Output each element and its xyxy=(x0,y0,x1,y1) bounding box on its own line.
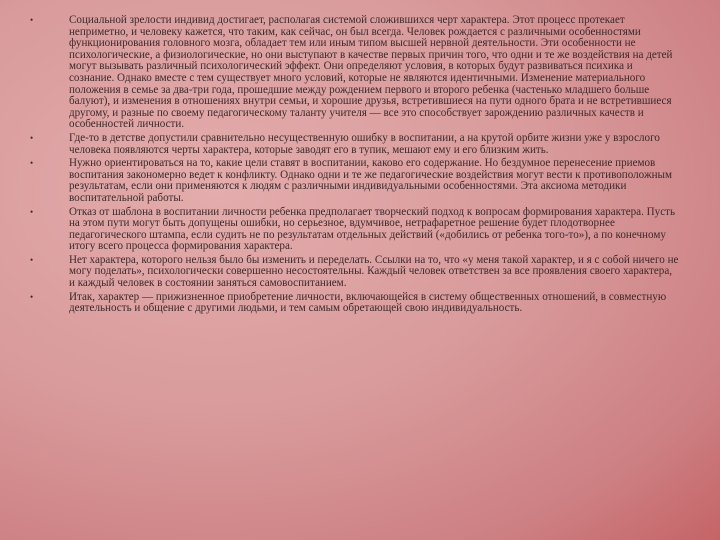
bullet-text: Отказ от шаблона в воспитании личности ребенка предполагает творческий подход к вопросам формирования характера. Пусть на этом пути могут быть допущены ошибки, но серьезное, вдумчивое, нетрафаретное решение будет плодотворнее педагогического штампа, если судить не по результатам отдельных действий («добились от ребенка того-то»), а по конечному итогу всего процесса формирования характера. xyxy=(69,205,676,253)
bullet-text: Итак, характер — прижизненное приобретение личности, включающейся в систему общественных отношений, в совместную деятельность и общение с другими людьми, и тем самым обретающей свою индивидуальность. xyxy=(69,290,667,315)
bullet-text: Нет характера, которого нельзя было бы изменить и переделать. Ссылки на то, что «у меня такой характер, и я с собой ничего не могу поделать», психологически совершенно несостоятельны. Каждый человек ответствен за все проявления своего характера, и каждый человек в состоянии заняться самовоспитанием. xyxy=(69,253,679,290)
bullet-dot-icon: • xyxy=(30,254,34,265)
list-item xyxy=(30,207,680,253)
bullet-list xyxy=(30,15,680,317)
bullet-dot-icon: • xyxy=(30,158,34,169)
bullet-text: Социальной зрелости индивид достигает, располагая системой сложившихся черт характера. Этот процесс протекает неприметно, и человеку кажется, что таким, как сейчас, он был всегда. Человек рождается с различными особенностями функционирования головного мозга, обладает тем или иным типом высшей нервной деятельности. Эти особенности не психологические, а физиологические, но они выступают в качестве первых причин того, что одни и те же воздействия на детей могут вызывать различный психологический эффект. Они определяют условия, в которых будут развиваться психика и сознание. Однако вместе с тем существует много условий, которые не являются идентичными. Изменение материального положения в семье за два-три года, прошедшие между рождением первого и второго ребенка (частенько младшего больше балуют), и изменения в отношениях внутри семьи, и хорошие друзья, встретившиеся на пути одного брата и не встретившиеся другому, и разные по своему педагогическому таланту учителя — все это способствует зарождению различных качеств и особенностей личности. xyxy=(69,14,673,131)
list-item xyxy=(30,255,680,290)
list-item xyxy=(30,133,680,156)
bullet-text: Нужно ориентироваться на то, какие цели ставят в воспитании, каково его содержание. Но бездумное перенесение приемов воспитания закономерно ведет к конфликту. Однако одни и те же педагогические воздействия могут вести к противоположным результатам, если они применяются к людям с различными индивидуальными особенностями. Эта аксиома методики воспитательной работы. xyxy=(69,157,673,204)
list-item xyxy=(30,292,680,315)
bullet-dot-icon: • xyxy=(30,291,34,302)
list-item xyxy=(30,15,680,131)
list-item xyxy=(30,158,680,204)
bullet-dot-icon: • xyxy=(30,15,34,25)
bullet-text: Где-то в детстве допустили сравнительно несущественную ошибку в воспитании, а на крутой орбите жизни уже у взрослого человека появляются черты характера, которые заводят его в тупик, мешают ему и его близким жить. xyxy=(69,131,660,156)
bullet-dot-icon: • xyxy=(30,206,34,217)
bullet-dot-icon: • xyxy=(30,132,34,143)
